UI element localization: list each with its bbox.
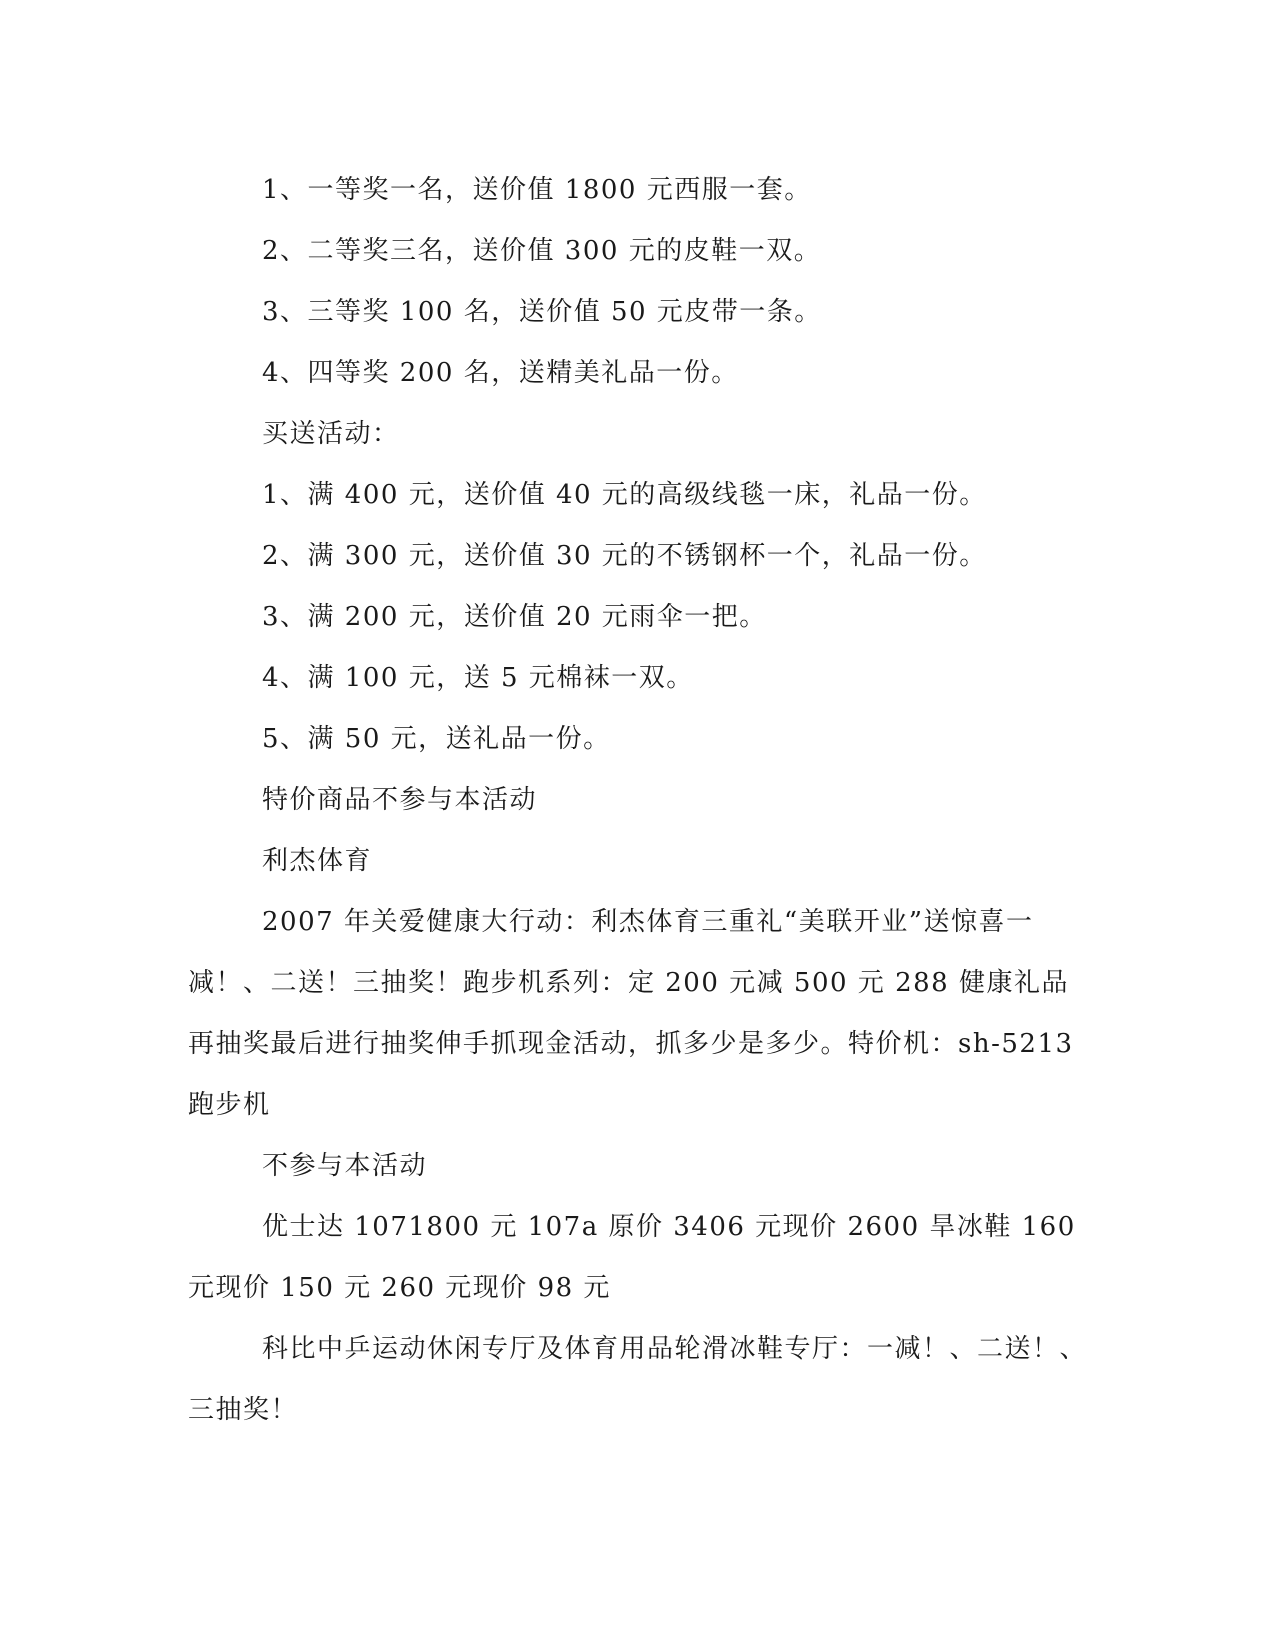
kobe-paragraph: 科比中乒运动休闲专厅及体育用品轮滑冰鞋专厅：一减！、二送！、三抽奖！ bbox=[188, 1334, 1088, 1425]
gift-heading: 买送活动： bbox=[262, 419, 400, 449]
gift-item-3: 3、满 200 元，送价值 20 元雨伞一把。 bbox=[262, 602, 767, 632]
prize-item-4: 4、四等奖 200 名，送精美礼品一份。 bbox=[262, 358, 739, 388]
gift-item-2: 2、满 300 元，送价值 30 元的不锈钢杯一个，礼品一份。 bbox=[262, 541, 987, 571]
gift-item-5: 5、满 50 元，送礼品一份。 bbox=[262, 724, 611, 754]
gift-item-4: 4、满 100 元，送 5 元棉袜一双。 bbox=[262, 663, 694, 693]
store-name: 利杰体育 bbox=[262, 846, 373, 876]
store-paragraph: 2007 年关爱健康大行动：利杰体育三重礼“美联开业”送惊喜一减！、二送！三抽奖！跑步机系列：定 200 元减 500 元 288 健康礼品再抽奖最后进行抽奖伸手抓现金活动，抓多少是多少。特价机：sh-5213 跑步机 bbox=[188, 907, 1074, 1120]
brand-paragraph: 优士达 1071800 元 107a 原价 3406 元现价 2600 旱冰鞋 160 元现价 150 元 260 元现价 98 元 bbox=[188, 1212, 1076, 1303]
special-note: 特价商品不参与本活动 bbox=[262, 785, 538, 815]
exclude-note: 不参与本活动 bbox=[262, 1151, 428, 1181]
prize-item-2: 2、二等奖三名，送价值 300 元的皮鞋一双。 bbox=[262, 236, 822, 266]
document-body bbox=[188, 160, 1088, 1441]
gift-item-1: 1、满 400 元，送价值 40 元的高级线毯一床，礼品一份。 bbox=[262, 480, 987, 510]
prize-item-3: 3、三等奖 100 名，送价值 50 元皮带一条。 bbox=[262, 297, 822, 327]
prize-item-1: 1、一等奖一名，送价值 1800 元西服一套。 bbox=[262, 175, 812, 205]
